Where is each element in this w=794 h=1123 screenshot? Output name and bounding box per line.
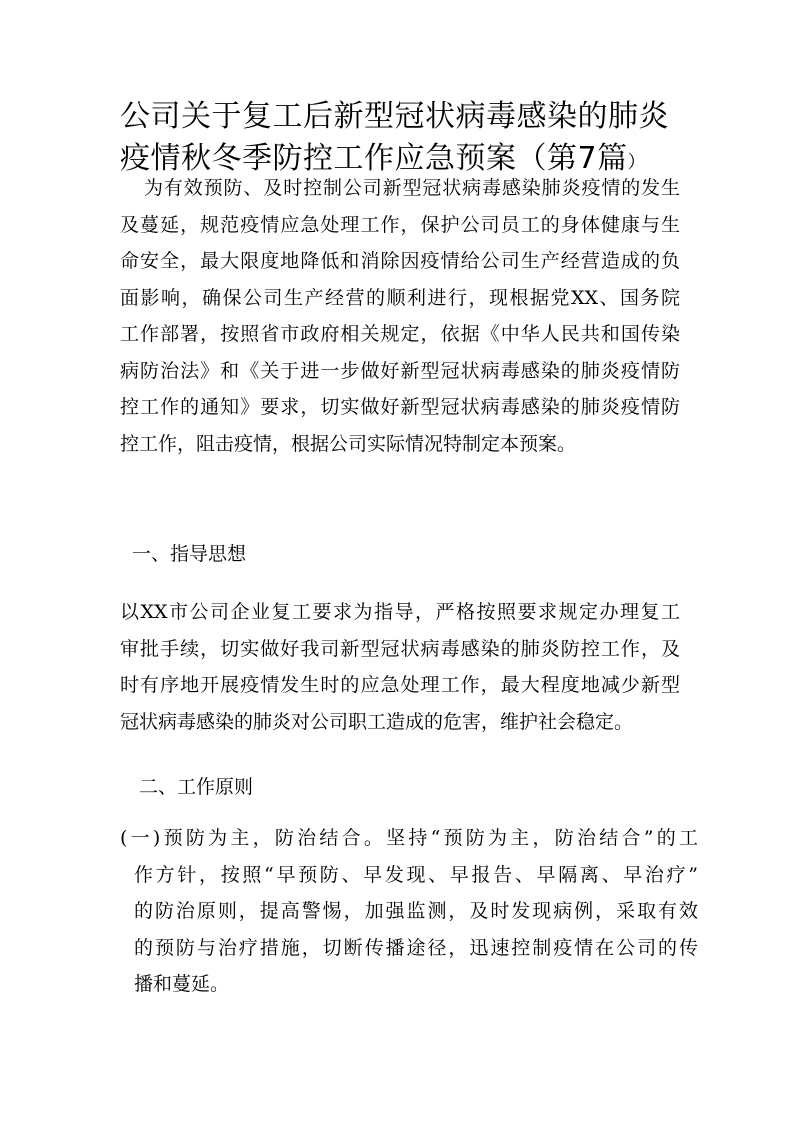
section-2-line: 的防治原则，提高警惕，加强监测，及时发现病例，采取有效 xyxy=(134,900,698,922)
intro-line: 为有效预防、及时控制公司新型冠状病毒感染肺炎疫情的发生 xyxy=(144,177,680,199)
section-2-paragraph xyxy=(120,820,698,1003)
intro-line: 面影响，确保公司生产经营的顺利进行，现根据党XX、国务院 xyxy=(120,286,680,309)
section-heading-guiding-ideology: 一、指导思想 xyxy=(132,543,247,565)
section-1-line: 冠状病毒感染的肺炎对公司职工造成的危害，维护社会稳定。 xyxy=(120,710,634,733)
section-1-line: 审批手续，切实做好我司新型冠状病毒感染的肺炎防控工作，及 xyxy=(120,637,680,660)
title-suffix: 篇 xyxy=(597,141,628,176)
title-line-1: 公司关于复工后新型冠状病毒感染的肺炎 xyxy=(120,99,669,134)
section-2-line: 播和蔓延。 xyxy=(134,973,230,995)
intro-line: 控工作的通知》要求，切实做好新型冠状病毒感染的肺炎疫情防 xyxy=(120,396,680,418)
section-1-line: 时有序地开展疫情发生时的应急处理工作，最大程度地减少新型 xyxy=(120,674,680,696)
section-1-line: 以XX市公司企业复工要求为指导，严格按照要求规定办理复工 xyxy=(120,601,680,623)
intro-line: 工作部署，按照省市政府相关规定，依据《中华人民共和国传染 xyxy=(120,323,680,345)
section-2-line: 作方针，按照“早预防、早发现、早报告、早隔离、早治疗” xyxy=(134,863,698,886)
title-number: 7 xyxy=(577,141,598,176)
section-2-line: 的预防与治疗措施，切断传播途径，迅速控制疫情在公司的传 xyxy=(134,936,698,959)
section-2-line: (一)预防为主，防治结合。坚持“预防为主，防治结合”的工 xyxy=(120,827,698,849)
intro-line: 及蔓延，规范疫情应急处理工作，保护公司员工的身体健康与生 xyxy=(120,213,680,236)
section-heading-work-principles: 二、工作原则 xyxy=(139,776,254,798)
intro-paragraph xyxy=(120,170,680,462)
title-close-paren: ） xyxy=(627,152,647,173)
title-line-2-main: 疫情秋冬季防控工作应急预案（第 xyxy=(120,141,578,176)
intro-line: 控工作，阻击疫情，根据公司实际情况特制定本预案。 xyxy=(120,432,577,455)
intro-line: 病防治法》和《关于进一步做好新型冠状病毒感染的肺炎疫情防 xyxy=(120,359,680,382)
section-1-paragraph xyxy=(120,594,680,740)
intro-line: 命安全，最大限度地降低和消除因疫情给公司生产经营造成的负 xyxy=(120,250,680,272)
